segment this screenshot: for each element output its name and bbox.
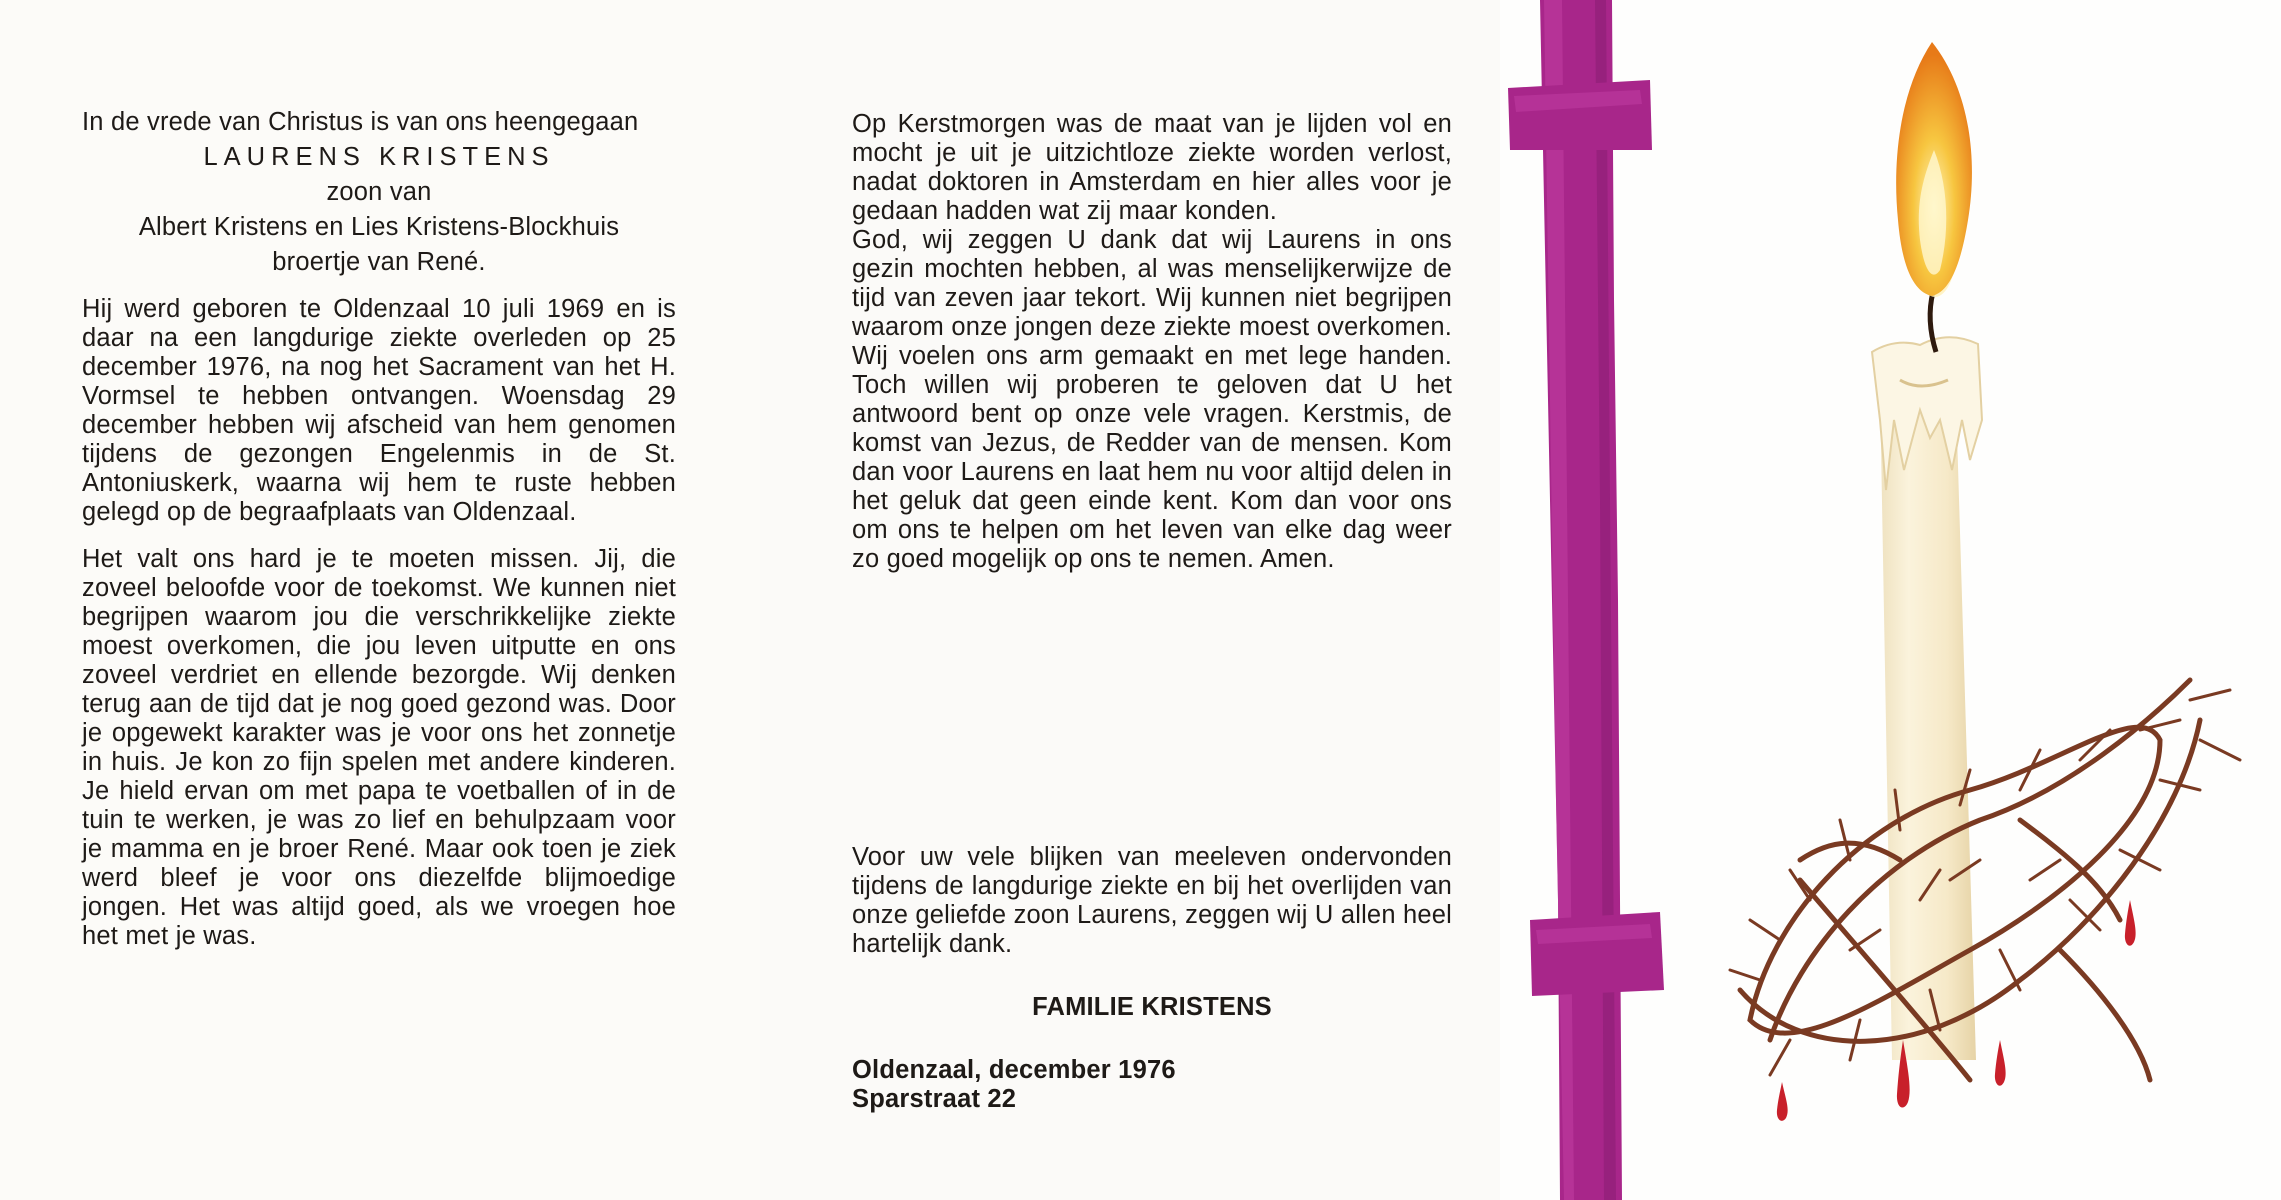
purple-cross-icon [1508,0,1664,1200]
prayer-paragraph: God, wij zeggen U dank dat wij Laurens in ons gezin mochten hebben, al was menselijkerwijze de tijd van zeven jaar tekort. Wij kunnen niet begrijpen waarom onze jongen deze ziekte moest overkomen. Wij voelen ons arm gemaakt en met lege handen. Toch willen wij proberen te geloven dat U het antwoord bent op onze vele vragen. Kerstmis, de komst van Jezus, de Redder van de mensen. Kom dan voor Laurens en laat hem nu voor altijd delen in het geluk dat geen einde kent. Kom dan voor ons om ons te helpen om het leven van elke dag weer zo goed mogelijk op ons te nemen. Amen. [852,226,1452,573]
middle-text-column [852,110,1452,574]
thanks-paragraph: Voor uw vele blijken van meeleven ondervonden tijdens de langdurige ziekte en bij het overlijden van onze geliefde zoon Laurens, zeggen wij U allen heel hartelijk dank. [852,843,1452,958]
birth-death-paragraph: Hij werd geboren te Oldenzaal 10 juli 1969 en is daar na een langdurige ziekte overleden op 25 december 1976, na nog het Sacrament van het H. Vormsel te hebben ontvangen. Woensdag 29 december hebben wij afscheid van hem genomen tijdens de gezongen Engelenmis in de St. Antoniuskerk, waarna wij hem te ruste hebben gelegd op de begraafplaats van Oldenzaal. [82,295,676,526]
right-panel [1500,0,2281,1200]
crown-of-thorns-icon [1730,680,2240,1080]
parents-line: Albert Kristens en Lies Kristens-Blockhuis [138,213,620,241]
address-line: Sparstraat 22 [852,1085,1017,1113]
candle-flame-icon [1896,42,1972,352]
memories-paragraph: Het valt ons hard je te moeten missen. Jij, die zoveel beloofde voor de toekomst. We kunnen niet begrijpen waarom jou die verschrikkelijke ziekte moest overkomen, die jou leven uitputte en ons zoveel verdriet en ellende bezorgde. Wij denken terug aan de tijd dat je nog goed gezond was. Door je opgewekt karakter was je voor ons het zonnetje in huis. Je kon zo fijn spelen met andere kinderen. Je hield ervan om met papa te voetballen of in de tuin te werken, je was zo lief en behulpzaam voor je mamma en je broer René. Maar ook toen je ziek werd bleef je voor ons diezelfde blijmoedige jongen. Het was altijd goed, als we vroegen hoe het met je was. [82,545,676,950]
deceased-name: LAURENS KRISTENS [203,143,555,171]
middle-panel [760,0,1500,1200]
intro-line: In de vrede van Christus is van ons heengegaan [82,108,639,136]
brother-line: broertje van René. [272,248,486,276]
left-panel [0,0,760,1200]
candle-crown-illustration [1500,0,2281,1200]
thanks-block [852,843,1452,1114]
left-text-column [82,108,676,951]
place-date: Oldenzaal, december 1976 [852,1056,1176,1084]
son-of-line: zoon van [326,178,432,206]
christmas-paragraph: Op Kerstmorgen was de maat van je lijden vol en mocht je uit je uitzichtloze ziekte worden verlost, nadat doktoren in Amsterdam en hier alles voor je gedaan hadden wat zij maar konden. [852,110,1452,225]
family-signature: FAMILIE KRISTENS [1032,993,1272,1021]
